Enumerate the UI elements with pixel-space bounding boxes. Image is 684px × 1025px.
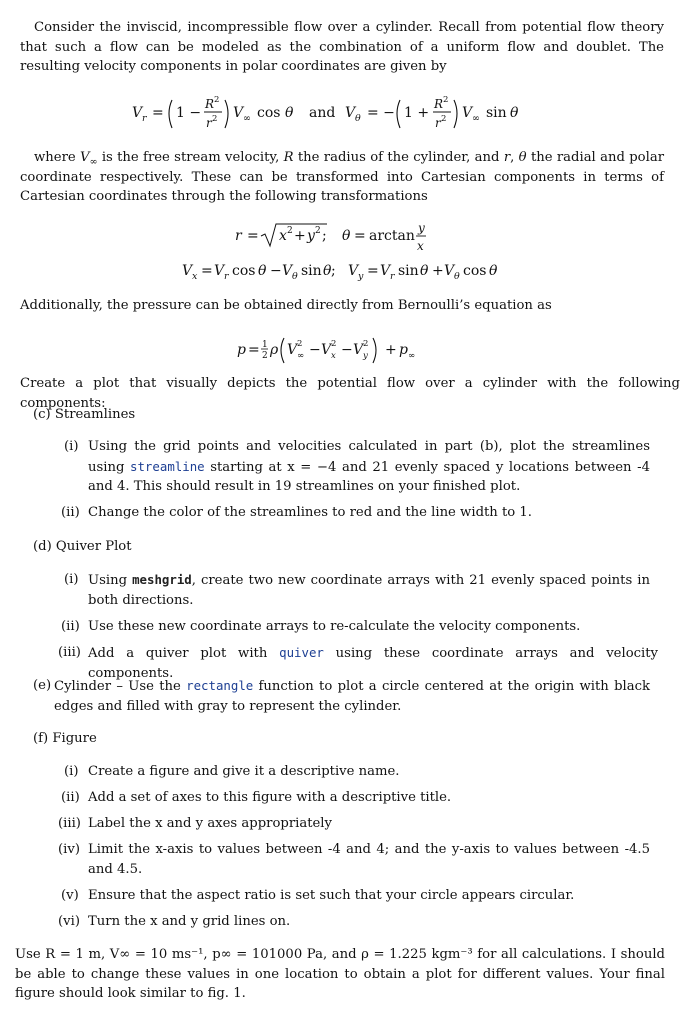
svg-text:=: = bbox=[367, 263, 379, 279]
svg-text:x: x bbox=[279, 228, 287, 244]
cartesian-velocity-equation bbox=[0, 260, 684, 282]
svg-text:V: V bbox=[214, 263, 225, 279]
section-c-item-i bbox=[64, 437, 650, 497]
svg-text:∞: ∞ bbox=[243, 113, 251, 124]
item-number: (iii) bbox=[58, 645, 81, 660]
svg-text:1 −: 1 − bbox=[176, 105, 202, 121]
svg-text:y: y bbox=[358, 271, 364, 282]
svg-text:R: R bbox=[205, 97, 215, 111]
section-f-item-ii bbox=[61, 788, 650, 808]
svg-text:p: p bbox=[237, 342, 246, 358]
svg-text:2: 2 bbox=[214, 95, 220, 105]
polar-coordinate-equation-render bbox=[227, 218, 457, 258]
item-number: (ii) bbox=[61, 790, 80, 805]
svg-text:−: − bbox=[270, 263, 282, 279]
svg-text:θ: θ bbox=[342, 228, 351, 244]
svg-text:= −: = − bbox=[367, 105, 395, 121]
svg-text:cos: cos bbox=[232, 263, 256, 279]
section-f-item-iv bbox=[58, 840, 650, 879]
svg-text:V: V bbox=[444, 263, 455, 279]
polar-coordinate-equation bbox=[0, 218, 684, 258]
svg-text:sin: sin bbox=[398, 263, 419, 279]
item-text: Cylinder – Use the bbox=[54, 679, 187, 694]
svg-text:2: 2 bbox=[441, 114, 447, 124]
svg-text:;: ; bbox=[322, 228, 327, 244]
svg-text:and: and bbox=[309, 105, 336, 121]
item-text: Add a quiver plot with bbox=[88, 646, 280, 661]
svg-text:2: 2 bbox=[297, 339, 303, 349]
item-number: (vi) bbox=[58, 914, 80, 929]
svg-text:2: 2 bbox=[443, 95, 449, 105]
item-text: starting at x = −4 and 21 evenly spaced y locations between -4 and 4. This should result in 19 streamlines on your finished plot. bbox=[88, 459, 650, 494]
svg-text:2: 2 bbox=[287, 226, 293, 236]
svg-text:−: − bbox=[341, 342, 353, 358]
svg-text:r: r bbox=[206, 116, 212, 130]
section-f-item-iii bbox=[58, 814, 650, 834]
svg-text:∞: ∞ bbox=[408, 351, 416, 361]
svg-text:V: V bbox=[380, 263, 391, 279]
section-d-item-ii bbox=[61, 617, 650, 637]
svg-text:r: r bbox=[435, 116, 441, 130]
item-text: function to plot a circle centered at the origin with black edges and filled with gray to represent the cylinder. bbox=[54, 679, 650, 714]
text-segment: , bbox=[510, 150, 519, 165]
svg-text:1 +: 1 + bbox=[404, 105, 430, 121]
svg-text:sin: sin bbox=[486, 105, 507, 121]
item-number: (ii) bbox=[61, 619, 80, 634]
svg-text:=: = bbox=[247, 228, 259, 244]
text-segment: the radial and polar coordinate respectively. These can be transformed into Cartesian components in terms of Cartesian coordinates through the following transformations bbox=[20, 150, 664, 204]
svg-text:+: + bbox=[385, 342, 397, 358]
item-number: (i) bbox=[64, 439, 79, 454]
text-segment: where bbox=[34, 150, 81, 165]
intro-paragraph: Consider the inviscid, incompressible flow over a cylinder. Recall from potential flow theory that such a flow can be modeled as the combination of a uniform flow and doublet. The resulting velocity components in polar coordinates are given by bbox=[20, 20, 664, 74]
item-number: (i) bbox=[64, 572, 79, 587]
velocity-polar-equation bbox=[0, 90, 684, 136]
svg-text:x: x bbox=[417, 239, 424, 253]
code-rectangle: rectangle bbox=[186, 678, 254, 693]
code-quiver: quiver bbox=[279, 645, 324, 660]
svg-text:+: + bbox=[294, 228, 306, 244]
svg-text:=: = bbox=[201, 263, 213, 279]
symbol-r: r bbox=[503, 150, 511, 165]
section-f-item-v bbox=[61, 886, 650, 906]
svg-text:θ: θ bbox=[420, 263, 429, 279]
svg-text:θ: θ bbox=[292, 271, 298, 282]
code-meshgrid: meshgrid bbox=[132, 572, 192, 587]
section-c-heading: (c) Streamlines bbox=[33, 407, 136, 422]
svg-text:2: 2 bbox=[212, 114, 218, 124]
svg-text:cos: cos bbox=[463, 263, 487, 279]
item-text: Add a set of axes to this figure with a descriptive title. bbox=[88, 790, 452, 805]
svg-text:θ: θ bbox=[510, 105, 519, 121]
svg-text:V: V bbox=[353, 342, 364, 358]
coordinate-description-paragraph bbox=[20, 148, 664, 207]
bernoulli-equation bbox=[0, 332, 684, 366]
svg-text:2: 2 bbox=[363, 339, 369, 349]
svg-text:cos: cos bbox=[257, 105, 281, 121]
svg-text:2: 2 bbox=[262, 351, 268, 361]
svg-text:r: r bbox=[142, 113, 147, 124]
svg-text:V: V bbox=[348, 263, 359, 279]
svg-text:y: y bbox=[363, 351, 368, 361]
closing-paragraph: Use R = 1 m, V∞ = 10 ms⁻¹, p∞ = 101000 Pa, and ρ = 1.225 kgm⁻³ for all calculations. I should be able to change these values in one location to obtain a plot for different values. Your final figure should look similar to fig. 1. bbox=[15, 947, 665, 1001]
section-c-item-ii bbox=[61, 503, 650, 523]
velocity-polar-equation-render bbox=[132, 90, 552, 136]
section-f-heading: (f) Figure bbox=[33, 731, 97, 746]
item-number: (ii) bbox=[61, 505, 80, 520]
svg-text:arctan: arctan bbox=[369, 228, 415, 244]
svg-text:y: y bbox=[418, 221, 425, 235]
svg-text:V: V bbox=[182, 263, 193, 279]
svg-text:r: r bbox=[224, 271, 229, 282]
svg-text:θ: θ bbox=[323, 263, 332, 279]
svg-text:θ: θ bbox=[258, 263, 267, 279]
svg-text:r: r bbox=[390, 271, 395, 282]
text-segment: is the free stream velocity, bbox=[97, 150, 284, 165]
svg-text:1: 1 bbox=[262, 340, 268, 350]
symbol-v: V bbox=[80, 150, 90, 165]
code-streamline: streamline bbox=[130, 458, 205, 474]
item-text: Create a figure and give it a descriptive name. bbox=[88, 764, 400, 779]
svg-text:x: x bbox=[192, 271, 198, 282]
svg-text:θ: θ bbox=[355, 113, 361, 124]
svg-text:V: V bbox=[321, 342, 332, 358]
section-d-item-i bbox=[64, 570, 650, 610]
svg-text:V: V bbox=[287, 342, 298, 358]
section-f-item-vi bbox=[58, 912, 650, 932]
bernoulli-intro-paragraph: Additionally, the pressure can be obtained directly from Bernoulli’s equation as bbox=[20, 298, 552, 313]
item-number: (iii) bbox=[58, 816, 81, 831]
svg-text:2: 2 bbox=[315, 226, 321, 236]
item-text: Ensure that the aspect ratio is set such that your circle appears circular. bbox=[88, 888, 575, 903]
svg-text:p: p bbox=[399, 342, 408, 358]
cartesian-velocity-equation-render bbox=[182, 260, 502, 282]
item-number: (iv) bbox=[58, 842, 80, 857]
section-d-heading: (d) Quiver Plot bbox=[33, 539, 132, 554]
item-text: Limit the x-axis to values between -4 and 4; and the y-axis to values between -4.5 and 4.5. bbox=[88, 842, 650, 877]
item-text: Use these new coordinate arrays to re-calculate the velocity components. bbox=[88, 619, 581, 634]
item-text: using these coordinate arrays and velocity components. bbox=[88, 646, 658, 681]
svg-text:=: = bbox=[152, 105, 164, 121]
svg-text:R: R bbox=[434, 97, 444, 111]
item-text: Turn the x and y grid lines on. bbox=[88, 914, 291, 929]
item-text: , create two new coordinate arrays with 21 evenly spaced points in both directions. bbox=[88, 573, 650, 608]
svg-text:θ: θ bbox=[489, 263, 498, 279]
svg-text:+: + bbox=[432, 263, 444, 279]
svg-text:V: V bbox=[345, 105, 356, 121]
svg-text:2: 2 bbox=[331, 339, 337, 349]
svg-text:∞: ∞ bbox=[472, 113, 480, 124]
item-number: (i) bbox=[64, 764, 79, 779]
svg-text:V: V bbox=[462, 105, 473, 121]
svg-text:sin: sin bbox=[301, 263, 322, 279]
item-number: (e) bbox=[33, 678, 52, 693]
svg-text:θ: θ bbox=[454, 271, 460, 282]
item-text: Using the grid points and velocities calculated in part (b), plot the streamlines using bbox=[88, 439, 650, 475]
section-e bbox=[33, 676, 650, 716]
plot-instructions-paragraph: Create a plot that visually depicts the potential flow over a cylinder with the following components: bbox=[20, 376, 680, 411]
bernoulli-equation-render bbox=[237, 332, 447, 366]
svg-text:∞: ∞ bbox=[297, 351, 305, 361]
svg-text:;: ; bbox=[331, 263, 336, 279]
svg-text:ρ: ρ bbox=[270, 342, 279, 358]
svg-text:V: V bbox=[282, 263, 293, 279]
svg-text:V: V bbox=[233, 105, 244, 121]
svg-text:y: y bbox=[307, 228, 315, 244]
item-text: Using bbox=[88, 573, 133, 588]
svg-text:r: r bbox=[235, 228, 242, 244]
symbol-theta: θ bbox=[518, 150, 527, 165]
svg-text:θ: θ bbox=[285, 105, 294, 121]
svg-text:x: x bbox=[331, 351, 336, 361]
item-text: Label the x and y axes appropriately bbox=[88, 816, 332, 831]
svg-text:−: − bbox=[309, 342, 321, 358]
text-segment: the radius of the cylinder, and bbox=[293, 150, 504, 165]
item-number: (v) bbox=[61, 888, 79, 903]
svg-text:=: = bbox=[248, 342, 260, 358]
svg-text:V: V bbox=[132, 105, 143, 121]
item-text: Change the color of the streamlines to red and the line width to 1. bbox=[88, 505, 533, 520]
symbol-radius: R bbox=[283, 150, 294, 165]
section-f-item-i bbox=[64, 762, 650, 782]
symbol-infinity: ∞ bbox=[89, 156, 98, 168]
svg-text:=: = bbox=[354, 228, 366, 244]
